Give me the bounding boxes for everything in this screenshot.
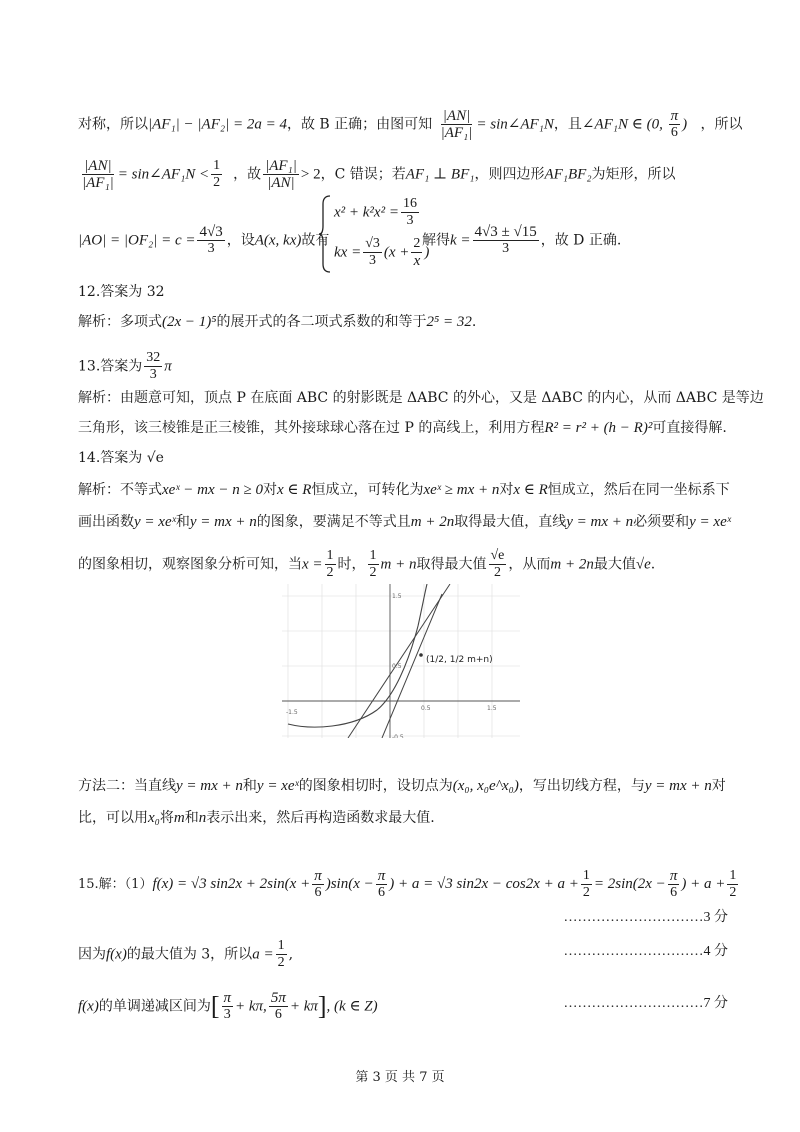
curve-xex xyxy=(288,584,427,727)
solution-line xyxy=(78,158,740,191)
tick-label: -0.5 xyxy=(392,734,404,738)
formula: (2x − 1)⁵ xyxy=(162,314,217,330)
text: ，设 xyxy=(226,232,255,249)
solution-15: 因为f(x)的最大值为 3，所以a = $\frac{1}{2}$ , xyxy=(78,938,294,970)
method-two: 比，可以用x₀将m和n表示出来，然后再构造函数求最大值. xyxy=(78,810,435,826)
answer-13: 13.答案为 $\frac{32}{3}$ π xyxy=(78,350,172,382)
tick-label: 1.5 xyxy=(487,705,497,712)
solution-13: 解析：由题意可知，顶点 P 在底面 ABC 的射影既是 ΔABC 的外心，又是 ΔABC 的内心，从而 ΔABC 是等边 xyxy=(78,390,764,406)
fraction: $\frac{√3}{3}$ xyxy=(365,236,380,268)
fraction: $\frac{|AN|}{\text{|AF₁|}}$ xyxy=(440,108,473,141)
formula: 2⁵ = 32 xyxy=(426,314,472,330)
text: ，所以 xyxy=(700,116,743,133)
function-graph xyxy=(282,584,520,738)
text: ，故 xyxy=(233,166,262,183)
fraction: $\frac{32}{3}$ xyxy=(146,350,161,382)
tick-label: 0.5 xyxy=(392,663,402,670)
tick-label: -1.5 xyxy=(286,709,298,716)
tangent-point xyxy=(419,653,423,657)
text: ，故 D 正确. xyxy=(540,232,622,249)
answer-12: 12.答案为 32 xyxy=(78,284,165,300)
answer-14: 14.答案为 √e xyxy=(78,450,164,466)
text: ，故 B 正确；由图可知 xyxy=(286,116,433,133)
text: ，C 错误；若 xyxy=(320,166,406,183)
score-marker: …………………………4 分 xyxy=(563,944,728,959)
formula: x² + k²x² = xyxy=(334,204,399,221)
formula: R² = r² + (h − R)² xyxy=(544,420,653,436)
tick-label: 1.5 xyxy=(392,593,402,600)
text: 故有 xyxy=(301,232,330,249)
formula: |AO| = |OF₂| = c = xyxy=(78,232,196,249)
formula: AF₁BF₂ xyxy=(544,166,592,183)
text: ，且 xyxy=(553,116,582,133)
solution-line: 对称，所以|AF₁| − |AF₂| = 2a = 4，故 B 正确；由图可知 $\frac{|AN|}{\text{|AF₁|}}$ = sin∠AF₁N，且∠AF₁N ∈ (0, $\frac{\pi}{6}$ ) ，所以 xyxy=(78,108,743,141)
text: 为矩形，所以 xyxy=(591,166,676,183)
fraction: $\frac{4√3}{3}$ xyxy=(199,224,223,256)
solution-15: 15.解：（1）f(x) = √3 sin2x + 2sin(x + $\frac{\pi}{6}$ )sin(x − $\frac{\pi}{6}$ ) + a = √3 sin2x − cos2x + a + $\frac{1}{2}$ = 2sin(2x − $\frac{\pi}{6}$ ) + a + $\frac{1}{2}$ xyxy=(78,868,737,900)
formula: A(x, kx) xyxy=(254,232,302,249)
formula: |AF₁| − |AF₂| = 2a = 4 xyxy=(148,116,287,133)
formula: = sin∠AF₁N < xyxy=(117,166,210,183)
fraction: $\frac{1}{2}$ xyxy=(213,158,221,190)
solution-15: f(x)的单调递减区间为[ $\frac{\pi}{3}$ + kπ, $\frac{5\pi}{6}$ + kπ], (k ∈ Z) xyxy=(78,990,378,1022)
formula: kx = xyxy=(334,244,362,261)
formula: = sin∠AF₁N xyxy=(476,116,554,133)
solution-line xyxy=(422,224,621,257)
page-footer: 第 3 页 共 7 页 xyxy=(355,1070,445,1085)
tick-label: 0.5 xyxy=(421,705,431,712)
point-label: (1/2, 1/2 m+n) xyxy=(426,655,493,665)
method-two: 方法二：当直线y = mx + n和y = xeˣ的图象相切时，设切点为(x₀, x₀e^x₀)，写出切线方程，与y = mx + n对 xyxy=(78,778,726,794)
solution-14: 解析：不等式xeˣ − mx − n ≥ 0对x ∈ R恒成立，可转化为xeˣ ≥ mx + n对x ∈ R恒成立，然后在同一坐标系下 xyxy=(78,482,730,498)
brace-icon xyxy=(318,194,332,274)
text: 对称，所以 xyxy=(78,116,148,133)
formula: ∠AF₁N ∈ (0, xyxy=(581,116,667,133)
formula: > 2 xyxy=(300,166,321,183)
formula: k = xyxy=(450,232,471,249)
solution-14: 的图象相切，观察图象分析可知，当x = $\frac{1}{2}$ 时， $\frac{1}{2}$ m + n取得最大值 $\frac{√e}{2}$ ，从而m + 2n最大值√e. xyxy=(78,548,656,580)
equation-system: x² + k²x² = $\frac{16}{3}$ kx = $\frac{√3}{3}$ (x + $\frac{2}{x}$ ) xyxy=(318,194,518,274)
score-marker: …………………………7 分 xyxy=(563,996,728,1011)
solution-13: 三角形，该三棱锥是正三棱锥，其外接球球心落在过 P 的高线上，利用方程R² = r² + (h − R)²可直接得解. xyxy=(78,420,727,436)
solution-14: 画出函数y = xeˣ和y = mx + n的图象，要满足不等式且m + 2n取得最大值，直线y = mx + n必须要和y = xeˣ xyxy=(78,514,731,530)
fraction: $\frac{\pi}{6}$ xyxy=(670,108,679,140)
formula: AF₁ ⊥ BF₁ xyxy=(405,166,475,183)
fraction: $\frac{|AN|}{\text{|AF₁|}}$ xyxy=(82,158,114,191)
text: ，则四边形 xyxy=(474,166,545,183)
fraction: $\frac{16}{3}$ xyxy=(402,196,417,228)
score-marker: …………………………3 分 xyxy=(563,910,728,925)
fraction: $\frac{\text{|AF₁|}}{|AN|}$ xyxy=(265,158,297,191)
solution-12: 解析：多项式(2x − 1)⁵的展开式的各二项式系数的和等于2⁵ = 32. xyxy=(78,314,477,330)
text: 解得 xyxy=(422,232,450,249)
fraction: $\frac{4√3 \pm √15}{3}$ xyxy=(474,224,537,256)
fraction: $\frac{2}{x}$ xyxy=(413,236,421,269)
